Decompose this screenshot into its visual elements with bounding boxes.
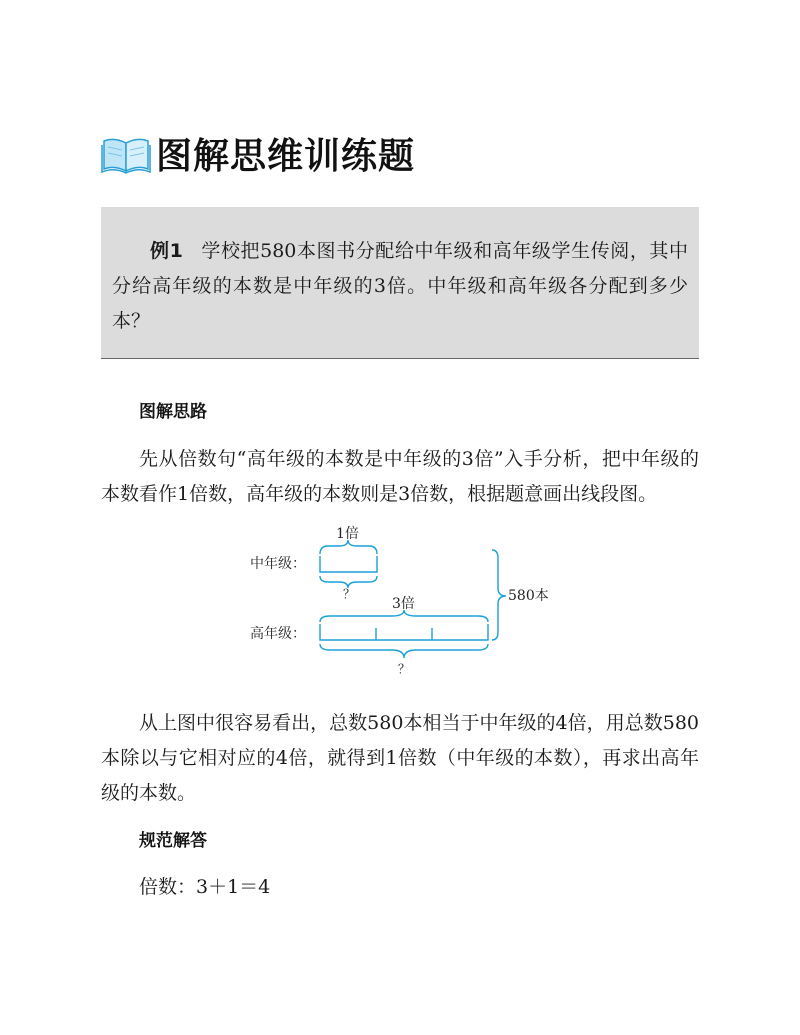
title-text: 图解思维训练题 bbox=[156, 135, 416, 177]
open-book-icon bbox=[100, 131, 152, 175]
example-box bbox=[101, 207, 699, 359]
analysis-paragraph-2: 从上图中很容易看出，总数580本相当于中年级的4倍，用总数580本除以与它相对应的4倍，就得到1倍数（中年级的本数），再求出高年级的本数。 bbox=[101, 712, 699, 804]
mid-segment bbox=[320, 556, 377, 572]
high-unknown: ？ bbox=[398, 662, 411, 676]
solution-heading: 规范解答 bbox=[139, 831, 207, 851]
analysis-heading: 图解思路 bbox=[139, 402, 207, 422]
line-segment-diagram bbox=[240, 518, 570, 688]
mid-grade-label: 中年级： bbox=[250, 556, 306, 572]
analysis-paragraph-1: 先从倍数句“高年级的本数是中年级的3倍”入手分析，把中年级的本数看作1倍数，高年级的本数则是3倍数，根据题意画出线段图。 bbox=[101, 448, 699, 505]
example-paragraph bbox=[112, 234, 688, 339]
high-bottom-brace bbox=[320, 644, 488, 658]
mid-times-label: 1倍 bbox=[336, 526, 359, 542]
section-title bbox=[100, 128, 415, 178]
total-label: 580本 bbox=[508, 588, 549, 604]
mid-unknown: ？ bbox=[343, 587, 356, 601]
high-grade-label: 高年级： bbox=[250, 626, 306, 642]
mid-top-brace bbox=[320, 540, 377, 554]
example-label: 例1 bbox=[150, 240, 183, 262]
high-times-label: 3倍 bbox=[392, 596, 415, 612]
high-top-brace bbox=[320, 610, 488, 622]
total-brace bbox=[492, 550, 506, 640]
solution-formula: 倍数：3＋1＝4 bbox=[139, 876, 271, 898]
high-segment bbox=[320, 624, 488, 640]
example-text: 学校把580本图书分配给中年级和高年级学生传阅，其中分给高年级的本数是中年级的3倍。中年级和高年级各分配到多少本？ bbox=[112, 240, 688, 332]
